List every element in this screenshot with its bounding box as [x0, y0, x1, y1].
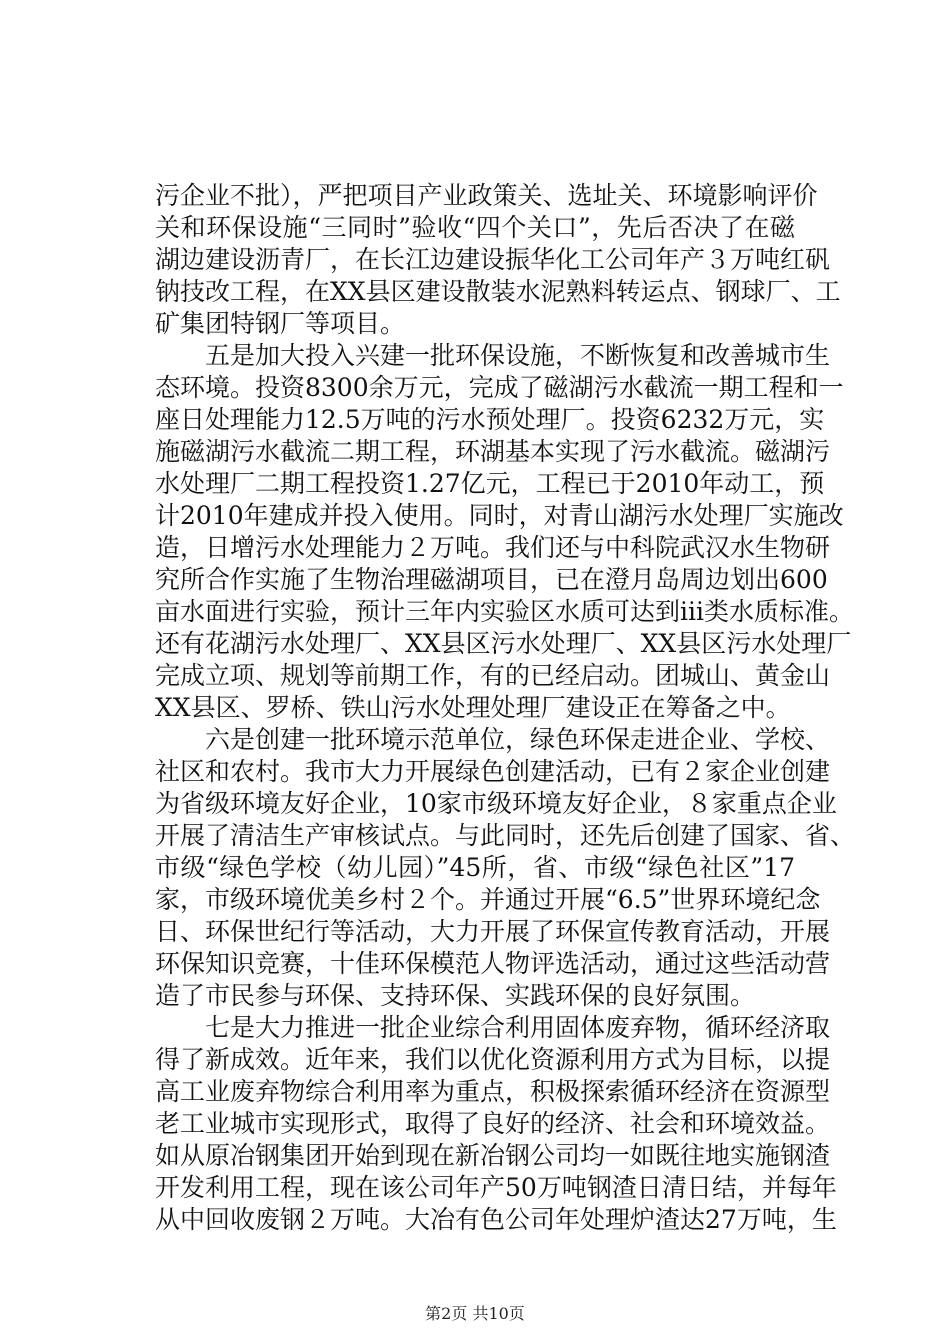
text-line: 关和环保设施“三同时”验收“四个关口”，先后否决了在磁	[155, 213, 795, 242]
text-line: 亩水面进行实验，预计三年内实验区水质可达到iii类水质标准。	[155, 597, 854, 626]
text-line: 态环境。投资8300余万元，完成了磁湖污水截流一期工程和一	[155, 373, 844, 402]
text-line: 开发利用工程，现在该公司年产50万吨钢渣日清日结，并每年	[155, 1173, 837, 1202]
text-line: 开展了清洁生产审核试点。与此同时，还先后创建了国家、省、	[155, 821, 856, 850]
text-line: 高工业废弃物综合利用率为重点，积极探索循环经济在资源型	[155, 1077, 831, 1106]
text-line: 座日处理能力12.5万吨的污水预处理厂。投资6232万元，实	[155, 405, 825, 434]
text-line: 市级“绿色学校（幼儿园）”45所，省、市级“绿色社区”17	[155, 853, 795, 882]
text-line: 为省级环境友好企业，10家市级环境友好企业，８家重点企业	[155, 789, 837, 818]
text-line: 究所合作实施了生物治理磁湖项目，已在澄月岛周边划出600	[155, 565, 828, 594]
page-number-footer: 第2页 共10页	[425, 1304, 525, 1323]
text-line: 水处理厂二期工程投资1.27亿元，工程已于2010年动工，预	[155, 469, 825, 498]
text-line: 社区和农村。我市大力开展绿色创建活动，已有２家企业创建	[155, 757, 831, 786]
text-line: 造，日增污水处理能力２万吨。我们还与中科院武汉水生物研	[155, 533, 831, 562]
text-line: 日、环保世纪行等活动，大力开展了环保宣传教育活动，开展	[155, 917, 831, 946]
text-line: 还有花湖污水处理厂、XX县区污水处理厂、XX县区污水处理厂	[155, 629, 852, 658]
text-line: 家，市级环境优美乡村２个。并通过开展“6.5”世界环境纪念	[155, 885, 821, 914]
text-line: 如从原冶钢集团开始到现在新冶钢公司均一如既往地实施钢渣	[155, 1141, 831, 1170]
text-line: 施磁湖污水截流二期工程，环湖基本实现了污水截流。磁湖污	[155, 437, 831, 466]
text-line: XX县区、罗桥、铁山污水处理处理厂建设正在筹备之中。	[155, 693, 791, 722]
text-line: 从中回收废钢２万吨。大冶有色公司年处理炉渣达27万吨，生	[155, 1205, 837, 1234]
text-line: 污企业不批），严把项目产业政策关、选址关、环境影响评价	[155, 181, 818, 210]
paragraph-start-line: 七是大力推进一批企业综合利用固体废弃物，循环经济取	[155, 1013, 831, 1042]
text-line: 环保知识竞赛，十佳环保模范人物评选活动，通过这些活动营	[155, 949, 831, 978]
text-line: 造了市民参与环保、支持环保、实践环保的良好氛围。	[155, 981, 756, 1010]
text-line: 计2010年建成并投入使用。同时，对青山湖污水处理厂实施改	[155, 501, 844, 530]
text-line: 得了新成效。近年来，我们以优化资源利用方式为目标，以提	[155, 1045, 831, 1074]
text-line: 湖边建设沥青厂，在长江边建设振华化工公司年产３万吨红矾	[155, 245, 831, 274]
text-line: 矿集团特钢厂等项目。	[155, 309, 406, 338]
paragraph-start-line: 六是创建一批环境示范单位，绿色环保走进企业、学校、	[155, 725, 831, 754]
text-line: 钠技改工程，在XX县区建设散装水泥熟料转运点、钢球厂、工	[155, 277, 841, 306]
text-line: 完成立项、规划等前期工作，有的已经启动。团城山、黄金山	[155, 661, 831, 690]
paragraph-start-line: 五是加大投入兴建一批环保设施，不断恢复和改善城市生	[155, 341, 831, 370]
text-line: 老工业城市实现形式，取得了良好的经济、社会和环境效益。	[155, 1109, 831, 1138]
